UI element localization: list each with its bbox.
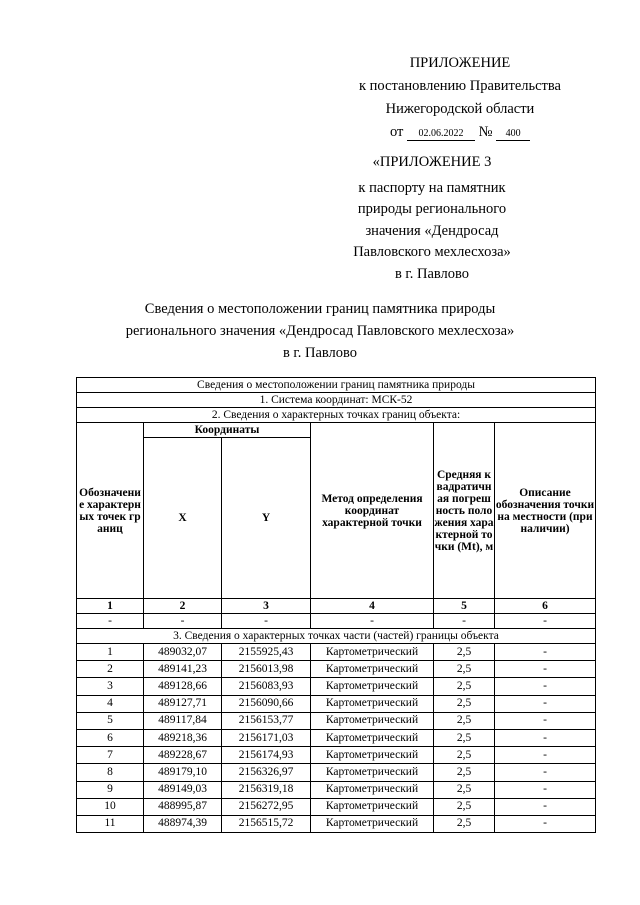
- point-number-cell: 6: [77, 729, 144, 746]
- description-cell: -: [495, 661, 596, 678]
- document-header: [320, 52, 600, 144]
- column-numbers-row: [77, 599, 596, 614]
- table-row: [77, 815, 596, 832]
- x-coordinate-cell: 489228,67: [144, 747, 222, 764]
- table-caption: Сведения о местоположении границ памятника природы: [77, 378, 596, 393]
- table-cell: -: [495, 614, 596, 629]
- col-error-header: Средняя квадратичная погрешность положения характерной точки (Mt), м: [434, 423, 495, 599]
- point-number-cell: 9: [77, 781, 144, 798]
- point-number-cell: 7: [77, 747, 144, 764]
- appendix-line: в г. Павлово: [394, 265, 470, 282]
- description-cell: -: [495, 712, 596, 729]
- description-cell: -: [495, 764, 596, 781]
- col-description-header: Описание обозначения точки на местности (при наличии): [495, 423, 596, 599]
- x-coordinate-cell: 489128,66: [144, 678, 222, 695]
- order-line: [320, 121, 600, 144]
- y-coordinate-cell: 2156319,18: [222, 781, 311, 798]
- appendix-title: «ПРИЛОЖЕНИЕ 3: [372, 154, 492, 170]
- col-x-header: X: [144, 438, 222, 599]
- table-row: [77, 764, 596, 781]
- table-body: [77, 644, 596, 833]
- table-row: [77, 678, 596, 695]
- x-coordinate-cell: 488974,39: [144, 815, 222, 832]
- boundary-points-table: [76, 377, 596, 833]
- x-coordinate-cell: 489179,10: [144, 764, 222, 781]
- method-cell: Картометрический: [311, 678, 434, 695]
- column-number: 4: [311, 599, 434, 614]
- header-line: ПРИЛОЖЕНИЕ: [409, 55, 511, 71]
- table-row: [77, 798, 596, 815]
- method-cell: Картометрический: [311, 729, 434, 746]
- table-row: [77, 661, 596, 678]
- method-cell: Картометрический: [311, 644, 434, 661]
- y-coordinate-cell: 2156272,95: [222, 798, 311, 815]
- error-cell: 2,5: [434, 661, 495, 678]
- x-coordinate-cell: 489141,23: [144, 661, 222, 678]
- y-coordinate-cell: 2156090,66: [222, 695, 311, 712]
- error-cell: 2,5: [434, 781, 495, 798]
- point-number-cell: 1: [77, 644, 144, 661]
- order-number: 400: [496, 128, 530, 141]
- table-row: [77, 729, 596, 746]
- point-number-cell: 11: [77, 815, 144, 832]
- col-coordinates-header: Координаты: [144, 423, 311, 438]
- table-row: [77, 695, 596, 712]
- x-coordinate-cell: 488995,87: [144, 798, 222, 815]
- title-line: Сведения о местоположении границ памятника природы: [144, 301, 496, 317]
- description-cell: -: [495, 729, 596, 746]
- error-cell: 2,5: [434, 764, 495, 781]
- point-number-cell: 4: [77, 695, 144, 712]
- method-cell: Картометрический: [311, 781, 434, 798]
- x-coordinate-cell: 489117,84: [144, 712, 222, 729]
- column-number: 1: [77, 599, 144, 614]
- error-cell: 2,5: [434, 695, 495, 712]
- x-coordinate-cell: 489127,71: [144, 695, 222, 712]
- error-cell: 2,5: [434, 712, 495, 729]
- y-coordinate-cell: 2156013,98: [222, 661, 311, 678]
- error-cell: 2,5: [434, 815, 495, 832]
- table-row: [77, 644, 596, 661]
- appendix-line: природы регионального: [357, 201, 507, 217]
- appendix-line: значения «Дендросад: [365, 222, 499, 239]
- header-line: к постановлению Правительства: [359, 78, 561, 94]
- error-cell: 2,5: [434, 678, 495, 695]
- description-cell: -: [495, 747, 596, 764]
- point-number-cell: 5: [77, 712, 144, 729]
- description-cell: -: [495, 678, 596, 695]
- y-coordinate-cell: 2156515,72: [222, 815, 311, 832]
- y-coordinate-cell: 2156174,93: [222, 747, 311, 764]
- y-coordinate-cell: 2156153,77: [222, 712, 311, 729]
- appendix-line: Павловского мехлесхоза»: [353, 244, 511, 260]
- table-cell: -: [222, 614, 311, 629]
- x-coordinate-cell: 489218,36: [144, 729, 222, 746]
- section-2-title: 2. Сведения о характерных точках границ объекта:: [77, 408, 596, 423]
- method-cell: Картометрический: [311, 798, 434, 815]
- point-number-cell: 2: [77, 661, 144, 678]
- table-cell: -: [311, 614, 434, 629]
- table-cell: -: [144, 614, 222, 629]
- method-cell: Картометрический: [311, 712, 434, 729]
- error-cell: 2,5: [434, 729, 495, 746]
- order-prefix: от: [389, 124, 404, 140]
- coordinate-system-row: 1. Система координат: МСК-52: [77, 393, 596, 408]
- y-coordinate-cell: 2155925,43: [222, 644, 311, 661]
- description-cell: -: [495, 815, 596, 832]
- column-number: 3: [222, 599, 311, 614]
- document-title: [100, 298, 540, 364]
- y-coordinate-cell: 2156326,97: [222, 764, 311, 781]
- appendix-line: к паспорту на памятник: [358, 179, 506, 196]
- method-cell: Картометрический: [311, 695, 434, 712]
- header-line: Нижегородской области: [385, 101, 535, 117]
- error-cell: 2,5: [434, 798, 495, 815]
- error-cell: 2,5: [434, 644, 495, 661]
- method-cell: Картометрический: [311, 815, 434, 832]
- description-cell: -: [495, 644, 596, 661]
- column-number: 6: [495, 599, 596, 614]
- column-number: 5: [434, 599, 495, 614]
- table-row: [77, 712, 596, 729]
- x-coordinate-cell: 489032,07: [144, 644, 222, 661]
- col-designation-header: Обозначение характерных точек границ: [77, 423, 144, 599]
- y-coordinate-cell: 2156083,93: [222, 678, 311, 695]
- description-cell: -: [495, 798, 596, 815]
- col-method-header: Метод определения координат характерной точки: [311, 423, 434, 599]
- error-cell: 2,5: [434, 747, 495, 764]
- table-row: [77, 781, 596, 798]
- table-row: [77, 747, 596, 764]
- appendix-block: [300, 152, 564, 285]
- description-cell: -: [495, 781, 596, 798]
- order-date: 02.06.2022: [407, 128, 475, 141]
- order-number-sign: №: [478, 124, 493, 140]
- point-number-cell: 3: [77, 678, 144, 695]
- section-3-title: 3. Сведения о характерных точках части (частей) границы объекта: [77, 629, 596, 644]
- title-line: в г. Павлово: [282, 345, 358, 361]
- table-cell: -: [434, 614, 495, 629]
- point-number-cell: 8: [77, 764, 144, 781]
- title-line: регионального значения «Дендросад Павловского мехлесхоза»: [125, 323, 515, 339]
- point-number-cell: 10: [77, 798, 144, 815]
- col-y-header: Y: [222, 438, 311, 599]
- column-number: 2: [144, 599, 222, 614]
- y-coordinate-cell: 2156171,03: [222, 729, 311, 746]
- method-cell: Картометрический: [311, 747, 434, 764]
- method-cell: Картометрический: [311, 661, 434, 678]
- method-cell: Картометрический: [311, 764, 434, 781]
- empty-row: [77, 614, 596, 629]
- description-cell: -: [495, 695, 596, 712]
- table-cell: -: [77, 614, 144, 629]
- x-coordinate-cell: 489149,03: [144, 781, 222, 798]
